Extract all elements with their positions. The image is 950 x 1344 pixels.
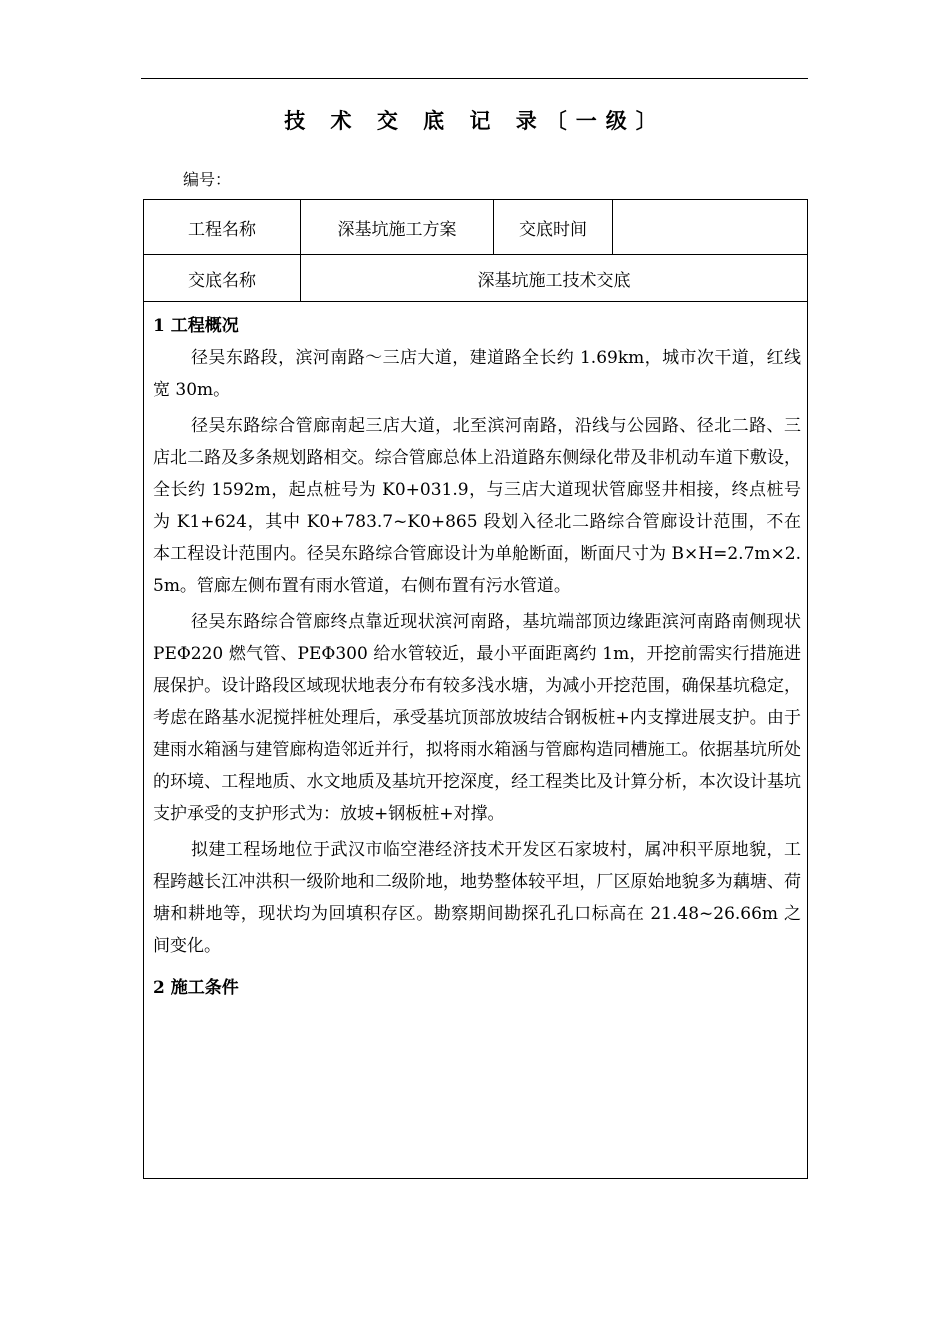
handover-name-label: 交底名称: [144, 255, 301, 302]
section-heading-construction-conditions: 2 施工条件: [153, 978, 239, 998]
project-name-label: 工程名称: [144, 200, 301, 255]
handover-time-label: 交底时间: [494, 200, 613, 255]
section-heading-project-overview: 1 工程概况: [153, 316, 239, 336]
document-title: 技 术 交 底 记 录〔一级〕: [284, 108, 666, 133]
paragraph: 径吴东路段，滨河南路～三店大道，建道路全长约 1.69km，城市次干道，红线宽 30m。: [153, 348, 801, 400]
handover-time-value: [613, 200, 808, 255]
paragraph: 径吴东路综合管廊终点靠近现状滨河南路，基坑端部顶边缘距滨河南路南侧现状 PEΦ220 燃气管、PEΦ300 给水管较近，最小平面距离约 1m，开挖前需实行措施进展保护。设计路段区域现状地表分布有较多浅水塘，为减小开挖范围，确保基坑稳定，考虑在路基水泥搅拌桩处理后，承受基坑顶部放坡结合钢板桩+内支撑进展支护。由于建雨水箱涵与建管廊构造邻近并行，拟将雨水箱涵与管廊构造同槽施工。依据基坑所处的环境、工程地质、水文地质及基坑开挖深度，经工程类比及计算分析，本次设计基坑支护承受的支护形式为：放坡+钢板桩+对撑。: [153, 612, 801, 824]
paragraph: 径吴东路综合管廊南起三店大道，北至滨河南路，沿线与公园路、径北二路、三店北二路及多条规划路相交。综合管廊总体上沿道路东侧绿化带及非机动车道下敷设，全长约 1592m，起点桩号为 K0+031.9，与三店大道现状管廊竖井相接，终点桩号为 K1+624，其中 K0+783.7~K0+865 段划入径北二路综合管廊设计范围，不在本工程设计范围内。径吴东路综合管廊设计为单舱断面，断面尺寸为 B×H=2.7m×2.5m。管廊左侧布置有雨水管道，右侧布置有污水管道。: [153, 416, 801, 596]
project-name-value: 深基坑施工方案: [301, 200, 494, 255]
paragraph: 拟建工程场地位于武汉市临空港经济技术开发区石家坡村，属冲积平原地貌，工程跨越长江冲洪积一级阶地和二级阶地，地势整体较平坦，厂区原始地貌多为藕塘、荷塘和耕地等，现状均为回填积存区。勘察期间勘探孔孔口标高在 21.48~26.66m 之间变化。: [153, 840, 801, 956]
top-rule: [141, 78, 808, 79]
document-number-label: 编号：: [183, 170, 232, 189]
content-cell: [144, 302, 808, 1179]
table-row-project: [144, 200, 808, 255]
handover-record-table: [143, 199, 808, 1179]
handover-name-value: 深基坑施工技术交底: [301, 255, 808, 302]
table-row-handover-name: [144, 255, 808, 302]
table-row-content: [144, 302, 808, 1179]
